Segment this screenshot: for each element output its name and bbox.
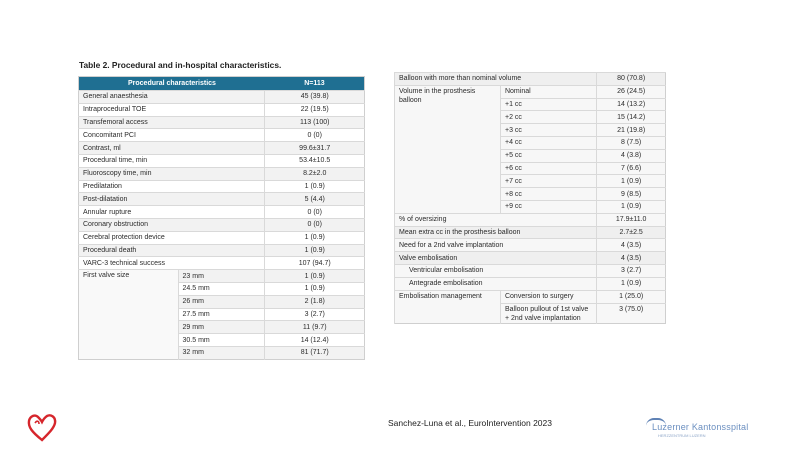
- procedural-table: [78, 76, 365, 360]
- management-value: 3 (75.0): [597, 304, 666, 324]
- embolisation-sub-row: [395, 277, 666, 290]
- citation: Sanchez-Luna et al., EuroIntervention 2023: [388, 418, 552, 428]
- table-row: [79, 116, 365, 129]
- volume-value: 26 (24.5): [597, 85, 666, 98]
- row-value: 0 (0): [265, 206, 365, 219]
- row-label: Contrast, ml: [79, 142, 265, 155]
- embolisation-sub-row: [395, 264, 666, 277]
- hospital-logo-name: Luzerner Kantonsspital: [652, 422, 749, 432]
- heart-logo-icon: [26, 412, 58, 442]
- row-label: % of oversizing: [395, 213, 597, 226]
- row-label: VARC-3 technical success: [79, 257, 265, 270]
- valve-size: 24.5 mm: [178, 282, 265, 295]
- valve-size-value: 81 (71.7): [265, 346, 365, 359]
- valve-size-value: 1 (0.9): [265, 270, 365, 283]
- volume-step: +7 cc: [500, 175, 596, 188]
- volume-step: +4 cc: [500, 136, 596, 149]
- volume-step: +9 cc: [500, 200, 596, 213]
- valve-size: 32 mm: [178, 346, 265, 359]
- management-option: Balloon pullout of 1st valve + 2nd valve implantation: [500, 304, 596, 324]
- row-value: 113 (100): [265, 116, 365, 129]
- table-caption: Table 2. Procedural and in-hospital characteristics.: [79, 60, 282, 70]
- table-row: [79, 103, 365, 116]
- valve-size: 23 mm: [178, 270, 265, 283]
- table-row: [79, 231, 365, 244]
- row-label: Post-dilatation: [79, 193, 265, 206]
- first-valve-size-label: First valve size: [79, 270, 179, 360]
- management-value: 1 (25.0): [597, 290, 666, 304]
- valve-size-value: 11 (9.7): [265, 321, 365, 334]
- volume-value: 1 (0.9): [597, 200, 666, 213]
- table-row: [79, 193, 365, 206]
- management-option: Conversion to surgery: [500, 290, 596, 304]
- balloon-value: 80 (70.8): [597, 73, 666, 86]
- row-value: 17.9±11.0: [597, 213, 666, 226]
- row-value: 2.7±2.5: [597, 226, 666, 239]
- row-value: 1 (0.9): [265, 231, 365, 244]
- row-value: 5 (4.4): [265, 193, 365, 206]
- row-label: Annular rupture: [79, 206, 265, 219]
- header-characteristics: Procedural characteristics: [79, 77, 265, 91]
- row-label: Transfemoral access: [79, 116, 265, 129]
- valve-size-value: 14 (12.4): [265, 334, 365, 347]
- table-row: [395, 239, 666, 252]
- row-label: Concomitant PCI: [79, 129, 265, 142]
- table-row: [395, 252, 666, 265]
- table-row: [395, 213, 666, 226]
- table-row: [79, 142, 365, 155]
- valve-size-value: 1 (0.9): [265, 282, 365, 295]
- balloon-label: Balloon with more than nominal volume: [395, 73, 597, 86]
- row-label: Valve embolisation: [395, 252, 597, 265]
- embolisation-value: 1 (0.9): [597, 277, 666, 290]
- row-label: General anaesthesia: [79, 91, 265, 104]
- row-value: 4 (3.5): [597, 239, 666, 252]
- header-n: N=113: [265, 77, 365, 91]
- table-row: [79, 218, 365, 231]
- row-label: Procedural death: [79, 244, 265, 257]
- table-row: [79, 244, 365, 257]
- table-row: [79, 206, 365, 219]
- volume-value: 14 (13.2): [597, 98, 666, 111]
- volume-value: 8 (7.5): [597, 136, 666, 149]
- procedural-table-body: [79, 91, 365, 360]
- hospital-logo-subtitle: HERZZENTRUM LUZERN: [658, 433, 706, 438]
- row-value: 1 (0.9): [265, 244, 365, 257]
- row-value: 4 (3.5): [597, 252, 666, 265]
- row-label: Fluoroscopy time, min: [79, 167, 265, 180]
- table-row: [79, 180, 365, 193]
- row-label: Intraprocedural TOE: [79, 103, 265, 116]
- embolisation-value: 3 (2.7): [597, 264, 666, 277]
- balloon-table: [394, 72, 666, 324]
- table-row: [79, 167, 365, 180]
- table-row: [79, 257, 365, 270]
- volume-value: 9 (8.5): [597, 188, 666, 201]
- row-value: 22 (19.5): [265, 103, 365, 116]
- row-value: 0 (0): [265, 129, 365, 142]
- row-label: Coronary obstruction: [79, 218, 265, 231]
- table-row: [395, 226, 666, 239]
- volume-value: 4 (3.8): [597, 149, 666, 162]
- volume-step: +8 cc: [500, 188, 596, 201]
- volume-step: +1 cc: [500, 98, 596, 111]
- volume-value: 15 (14.2): [597, 111, 666, 124]
- valve-size-row: [79, 270, 365, 283]
- row-label: Predilatation: [79, 180, 265, 193]
- row-label: Need for a 2nd valve implantation: [395, 239, 597, 252]
- row-value: 0 (0): [265, 218, 365, 231]
- volume-step: +2 cc: [500, 111, 596, 124]
- volume-step: Nominal: [500, 85, 596, 98]
- row-value: 107 (94.7): [265, 257, 365, 270]
- volume-label: Volume in the prosthesis balloon: [395, 85, 501, 213]
- volume-step: +5 cc: [500, 149, 596, 162]
- row-value: 53.4±10.5: [265, 154, 365, 167]
- valve-size: 29 mm: [178, 321, 265, 334]
- table-row: [79, 91, 365, 104]
- volume-step: +6 cc: [500, 162, 596, 175]
- hospital-logo: [646, 418, 786, 442]
- volume-value: 7 (6.6): [597, 162, 666, 175]
- volume-row: [395, 85, 666, 98]
- row-value: 1 (0.9): [265, 180, 365, 193]
- valve-size: 30.5 mm: [178, 334, 265, 347]
- row-label: Mean extra cc in the prosthesis balloon: [395, 226, 597, 239]
- table-row: [79, 154, 365, 167]
- management-row: [395, 290, 666, 304]
- row-value: 8.2±2.0: [265, 167, 365, 180]
- valve-size-value: 3 (2.7): [265, 308, 365, 321]
- volume-value: 21 (19.8): [597, 124, 666, 137]
- embolisation-type: Ventricular embolisation: [395, 264, 597, 277]
- balloon-row: [395, 73, 666, 86]
- table-row: [79, 129, 365, 142]
- valve-size: 26 mm: [178, 295, 265, 308]
- row-value: 99.6±31.7: [265, 142, 365, 155]
- volume-step: +3 cc: [500, 124, 596, 137]
- valve-size: 27.5 mm: [178, 308, 265, 321]
- row-label: Procedural time, min: [79, 154, 265, 167]
- balloon-table-body: [395, 73, 666, 324]
- volume-value: 1 (0.9): [597, 175, 666, 188]
- embolisation-type: Antegrade embolisation: [395, 277, 597, 290]
- row-label: Cerebral protection device: [79, 231, 265, 244]
- row-value: 45 (39.8): [265, 91, 365, 104]
- management-label: Embolisation management: [395, 290, 501, 324]
- valve-size-value: 2 (1.8): [265, 295, 365, 308]
